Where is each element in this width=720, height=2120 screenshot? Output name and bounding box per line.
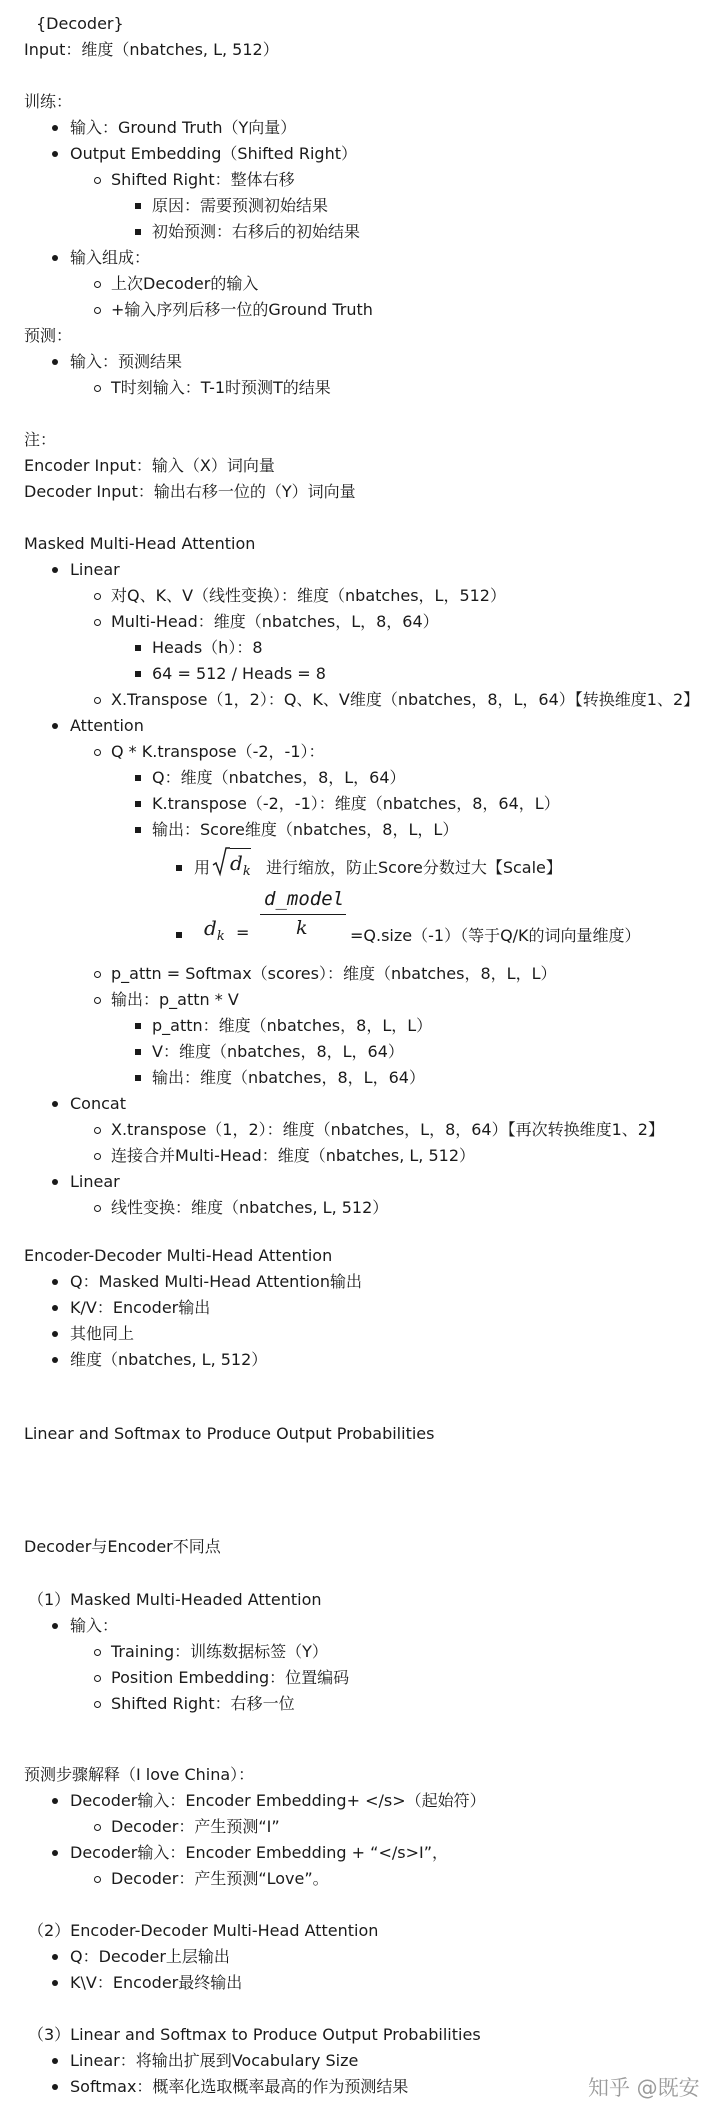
list-item: Concat [70, 1094, 126, 1113]
sqrt-sub: k [242, 864, 251, 879]
list-item: K.transpose（-2，-1）：维度（nbatches，8，64，L） [152, 794, 560, 813]
circle-bullet-icon [94, 1127, 101, 1134]
list-item: T时刻输入：T-1时预测T的结果 [111, 378, 331, 397]
disc-bullet-icon [52, 151, 58, 157]
text-line: Input：维度（nbatches, L, 512） [24, 40, 279, 59]
list-item: Q：Decoder上层输出 [70, 1947, 230, 1966]
list-item: 原因：需要预测初始结果 [152, 196, 329, 215]
disc-bullet-icon [52, 1798, 58, 1804]
disc-bullet-icon [52, 1623, 58, 1629]
text-line: Decoder与Encoder不同点 [24, 1537, 221, 1556]
list-item: 维度（nbatches, L, 512） [70, 1350, 268, 1369]
square-bullet-icon [135, 1049, 141, 1055]
circle-bullet-icon [94, 997, 101, 1004]
list-item: 64 = 512 / Heads = 8 [152, 664, 326, 683]
circle-bullet-icon [94, 1824, 101, 1831]
square-bullet-icon [135, 229, 141, 235]
circle-bullet-icon [94, 593, 101, 600]
list-item: X.Transpose（1，2）：Q、K、V维度（nbatches，8，L，64）【转换维度1、2】 [111, 690, 700, 709]
circle-bullet-icon [94, 619, 101, 626]
square-bullet-icon [176, 865, 182, 871]
list-item: Decoder：产生预测“Love”。 [111, 1869, 329, 1888]
circle-bullet-icon [94, 307, 101, 314]
disc-bullet-icon [52, 1357, 58, 1363]
circle-bullet-icon [94, 1205, 101, 1212]
text-line: （2）Encoder-Decoder Multi-Head Attention [28, 1921, 379, 1940]
list-item: Multi-Head：维度（nbatches，L，8，64） [111, 612, 439, 631]
text-line: {Decoder} [36, 14, 124, 33]
circle-bullet-icon [94, 1675, 101, 1682]
list-item: Position Embedding：位置编码 [111, 1668, 350, 1687]
list-item: Q：Masked Multi-Head Attention输出 [70, 1272, 362, 1291]
list-item: 上次Decoder的输入 [111, 274, 259, 293]
list-item: 输出：维度（nbatches，8，L，64） [152, 1068, 425, 1087]
list-item: Shifted Right：右移一位 [111, 1694, 295, 1713]
list-item: X.transpose（1，2）：维度（nbatches，L，8，64）【再次转换维度1、2】 [111, 1120, 664, 1139]
square-bullet-icon [135, 645, 141, 651]
disc-bullet-icon [52, 1101, 58, 1107]
list-item: V：维度（nbatches，8，L，64） [152, 1042, 404, 1061]
disc-bullet-icon [52, 2084, 58, 2090]
list-item: Q：维度（nbatches，8，L，64） [152, 768, 406, 787]
dk-suffix: =Q.size（-1）（等于Q/K的词向量维度） [350, 926, 641, 945]
circle-bullet-icon [94, 971, 101, 978]
list-item: 输入： [70, 1616, 119, 1635]
text-line: 注： [24, 430, 57, 449]
scale-suffix: 进行缩放，防止Score分数过大【Scale】 [266, 858, 562, 877]
dk-lhs [204, 914, 225, 942]
list-item: p_attn = Softmax（scores）：维度（nbatches，8，L，L） [111, 964, 557, 983]
frac-numerator: d_model [264, 888, 345, 910]
circle-bullet-icon [94, 177, 101, 184]
text-line: 训练： [24, 92, 73, 111]
circle-bullet-icon [94, 1701, 101, 1708]
list-item: p_attn：维度（nbatches，8，L，L） [152, 1016, 433, 1035]
watermark: 知乎 @既安 [588, 2076, 700, 2100]
circle-bullet-icon [94, 281, 101, 288]
text-line: Masked Multi-Head Attention [24, 534, 256, 553]
disc-bullet-icon [52, 1279, 58, 1285]
text-line: Linear and Softmax to Produce Output Probabilities [24, 1424, 435, 1443]
dk-sub: k [216, 929, 225, 944]
disc-bullet-icon [52, 1954, 58, 1960]
square-bullet-icon [135, 827, 141, 833]
list-item: Softmax：概率化选取概率最高的作为预测结果 [70, 2077, 409, 2096]
list-item: 其他同上 [70, 1324, 135, 1343]
list-item: 输入：Ground Truth（Y向量） [70, 118, 297, 137]
list-item: 输出：p_attn * V [111, 990, 239, 1009]
disc-bullet-icon [52, 1980, 58, 1986]
square-bullet-icon [135, 1023, 141, 1029]
list-item: 对Q、K、V（线性变换）：维度（nbatches，L，512） [111, 586, 506, 605]
text-line: （1）Masked Multi-Headed Attention [28, 1590, 322, 1609]
list-item: 连接合并Multi-Head：维度（nbatches, L, 512） [111, 1146, 476, 1165]
disc-bullet-icon [52, 1850, 58, 1856]
square-bullet-icon [176, 932, 182, 938]
list-item: Linear：将输出扩展到Vocabulary Size [70, 2051, 359, 2070]
text-line: Encoder Input：输入（X）词向量 [24, 456, 275, 475]
circle-bullet-icon [94, 385, 101, 392]
square-bullet-icon [135, 671, 141, 677]
disc-bullet-icon [52, 1305, 58, 1311]
disc-bullet-icon [52, 1179, 58, 1185]
circle-bullet-icon [94, 697, 101, 704]
list-item: K\V：Encoder最终输出 [70, 1973, 243, 1992]
disc-bullet-icon [52, 723, 58, 729]
list-item: 输出：Score维度（nbatches，8，L，L） [152, 820, 459, 839]
list-item: Linear [70, 1172, 120, 1191]
square-bullet-icon [135, 203, 141, 209]
list-item: 输入组成： [70, 248, 151, 267]
list-item: Q * K.transpose（-2，-1）： [111, 742, 325, 761]
disc-bullet-icon [52, 1331, 58, 1337]
list-item: Shifted Right：整体右移 [111, 170, 295, 189]
list-item: Heads（h）：8 [152, 638, 263, 657]
list-item: Attention [70, 716, 144, 735]
scale-prefix: 用 [194, 858, 211, 877]
disc-bullet-icon [52, 125, 58, 131]
text-line: Encoder-Decoder Multi-Head Attention [24, 1246, 333, 1265]
square-bullet-icon [135, 801, 141, 807]
sqrt-var: d [230, 851, 243, 875]
list-item: 初始预测：右移后的初始结果 [152, 222, 361, 241]
frac-denominator: k [296, 917, 308, 939]
list-item: K/V：Encoder输出 [70, 1298, 211, 1317]
circle-bullet-icon [94, 1876, 101, 1883]
sqrt-radicand [230, 848, 251, 879]
list-item: Linear [70, 560, 120, 579]
list-item: 输入：预测结果 [70, 352, 183, 371]
square-bullet-icon [135, 1075, 141, 1081]
square-bullet-icon [135, 775, 141, 781]
circle-bullet-icon [94, 1153, 101, 1160]
list-item: Training：训练数据标签（Y） [111, 1642, 328, 1661]
dk-equals: = [236, 923, 250, 942]
text-line: Decoder Input：输出右移一位的（Y）词向量 [24, 482, 356, 501]
disc-bullet-icon [52, 567, 58, 573]
list-item: +输入序列后移一位的Ground Truth [111, 300, 373, 319]
disc-bullet-icon [52, 2058, 58, 2064]
text-line: 预测步骤解释（I love China）： [24, 1765, 255, 1784]
sqrt-icon [212, 847, 230, 877]
disc-bullet-icon [52, 255, 58, 261]
circle-bullet-icon [94, 1649, 101, 1656]
text-line: （3）Linear and Softmax to Produce Output Probabilities [28, 2025, 481, 2044]
circle-bullet-icon [94, 749, 101, 756]
list-item: Decoder输入：Encoder Embedding+ </s>（起始符） [70, 1791, 486, 1810]
disc-bullet-icon [52, 359, 58, 365]
list-item: Decoder：产生预测“I” [111, 1817, 280, 1836]
list-item: 线性变换：维度（nbatches, L, 512） [111, 1198, 389, 1217]
list-item: Output Embedding（Shifted Right） [70, 144, 358, 163]
dk-var: d [204, 916, 217, 940]
list-item: Decoder输入：Encoder Embedding + “</s>I”， [70, 1843, 448, 1862]
text-line: 预测： [24, 326, 73, 345]
